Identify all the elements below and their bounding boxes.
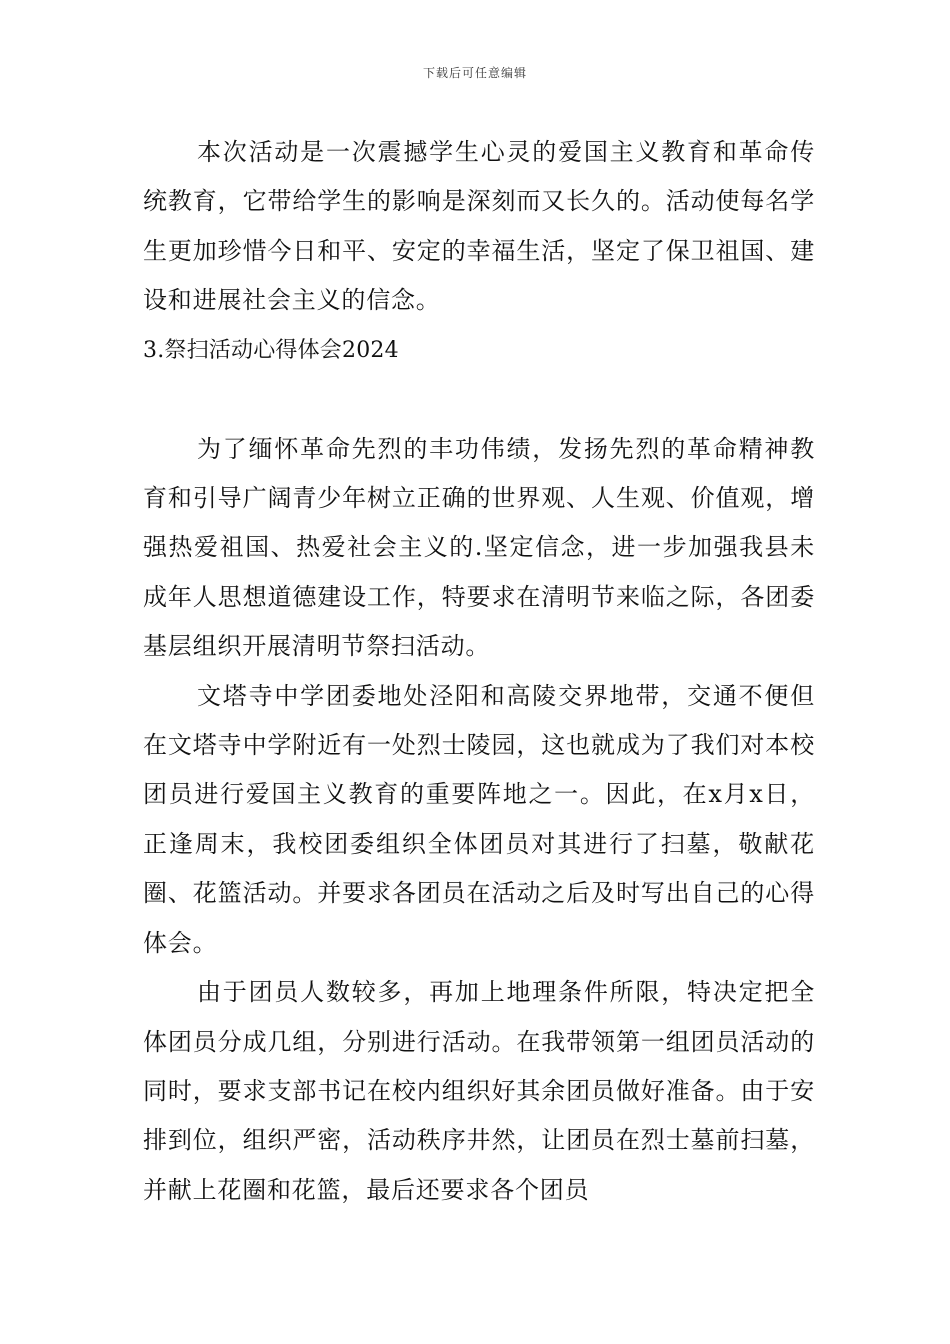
paragraph-purpose: 为了缅怀革命先烈的丰功伟绩，发扬先烈的革命精神教育和引导广阔青少年树立正确的世界观、人生观、价值观，增强热爱祖国、热爱社会主义的.坚定信念，进一步加强我县未成年人思想道德建设工作，特要求在清明节来临之际，各团委基层组织开展清明节祭扫活动。	[143, 434, 815, 661]
section-spacer	[143, 375, 815, 425]
page-header-note: 下载后可任意编辑	[422, 66, 527, 80]
paragraph-location: 文塔寺中学团委地处泾阳和高陵交界地带，交通不便但在文塔寺中学附近有一处烈士陵园，这也就成为了我们对本校团员进行爱国主义教育的重要阵地之一。因此，在x月x日，正逢周末，我校团委组织全体团员对其进行了扫墓，敬献花圈、花篮活动。并要求各团员在活动之后及时写出自己的心得体会。	[143, 681, 815, 957]
paragraph-conclusion: 本次活动是一次震撼学生心灵的爱国主义教育和革命传统教育，它带给学生的影响是深刻而又长久的。活动使每名学生更加珍惜今日和平、安定的幸福生活，坚定了保卫祖国、建设和进展社会主义的信念。	[143, 138, 815, 315]
section-heading: 3.祭扫活动心得体会2024	[143, 337, 399, 363]
document-body	[143, 128, 815, 1215]
paragraph-organization: 由于团员人数较多，再加上地理条件所限，特决定把全体团员分成几组，分别进行活动。在我带领第一组团员活动的同时，要求支部书记在校内组织好其余团员做好准备。由于安排到位，组织严密，活动秩序井然，让团员在烈士墓前扫墓，并献上花圈和花篮，最后还要求各个团员	[143, 978, 815, 1204]
